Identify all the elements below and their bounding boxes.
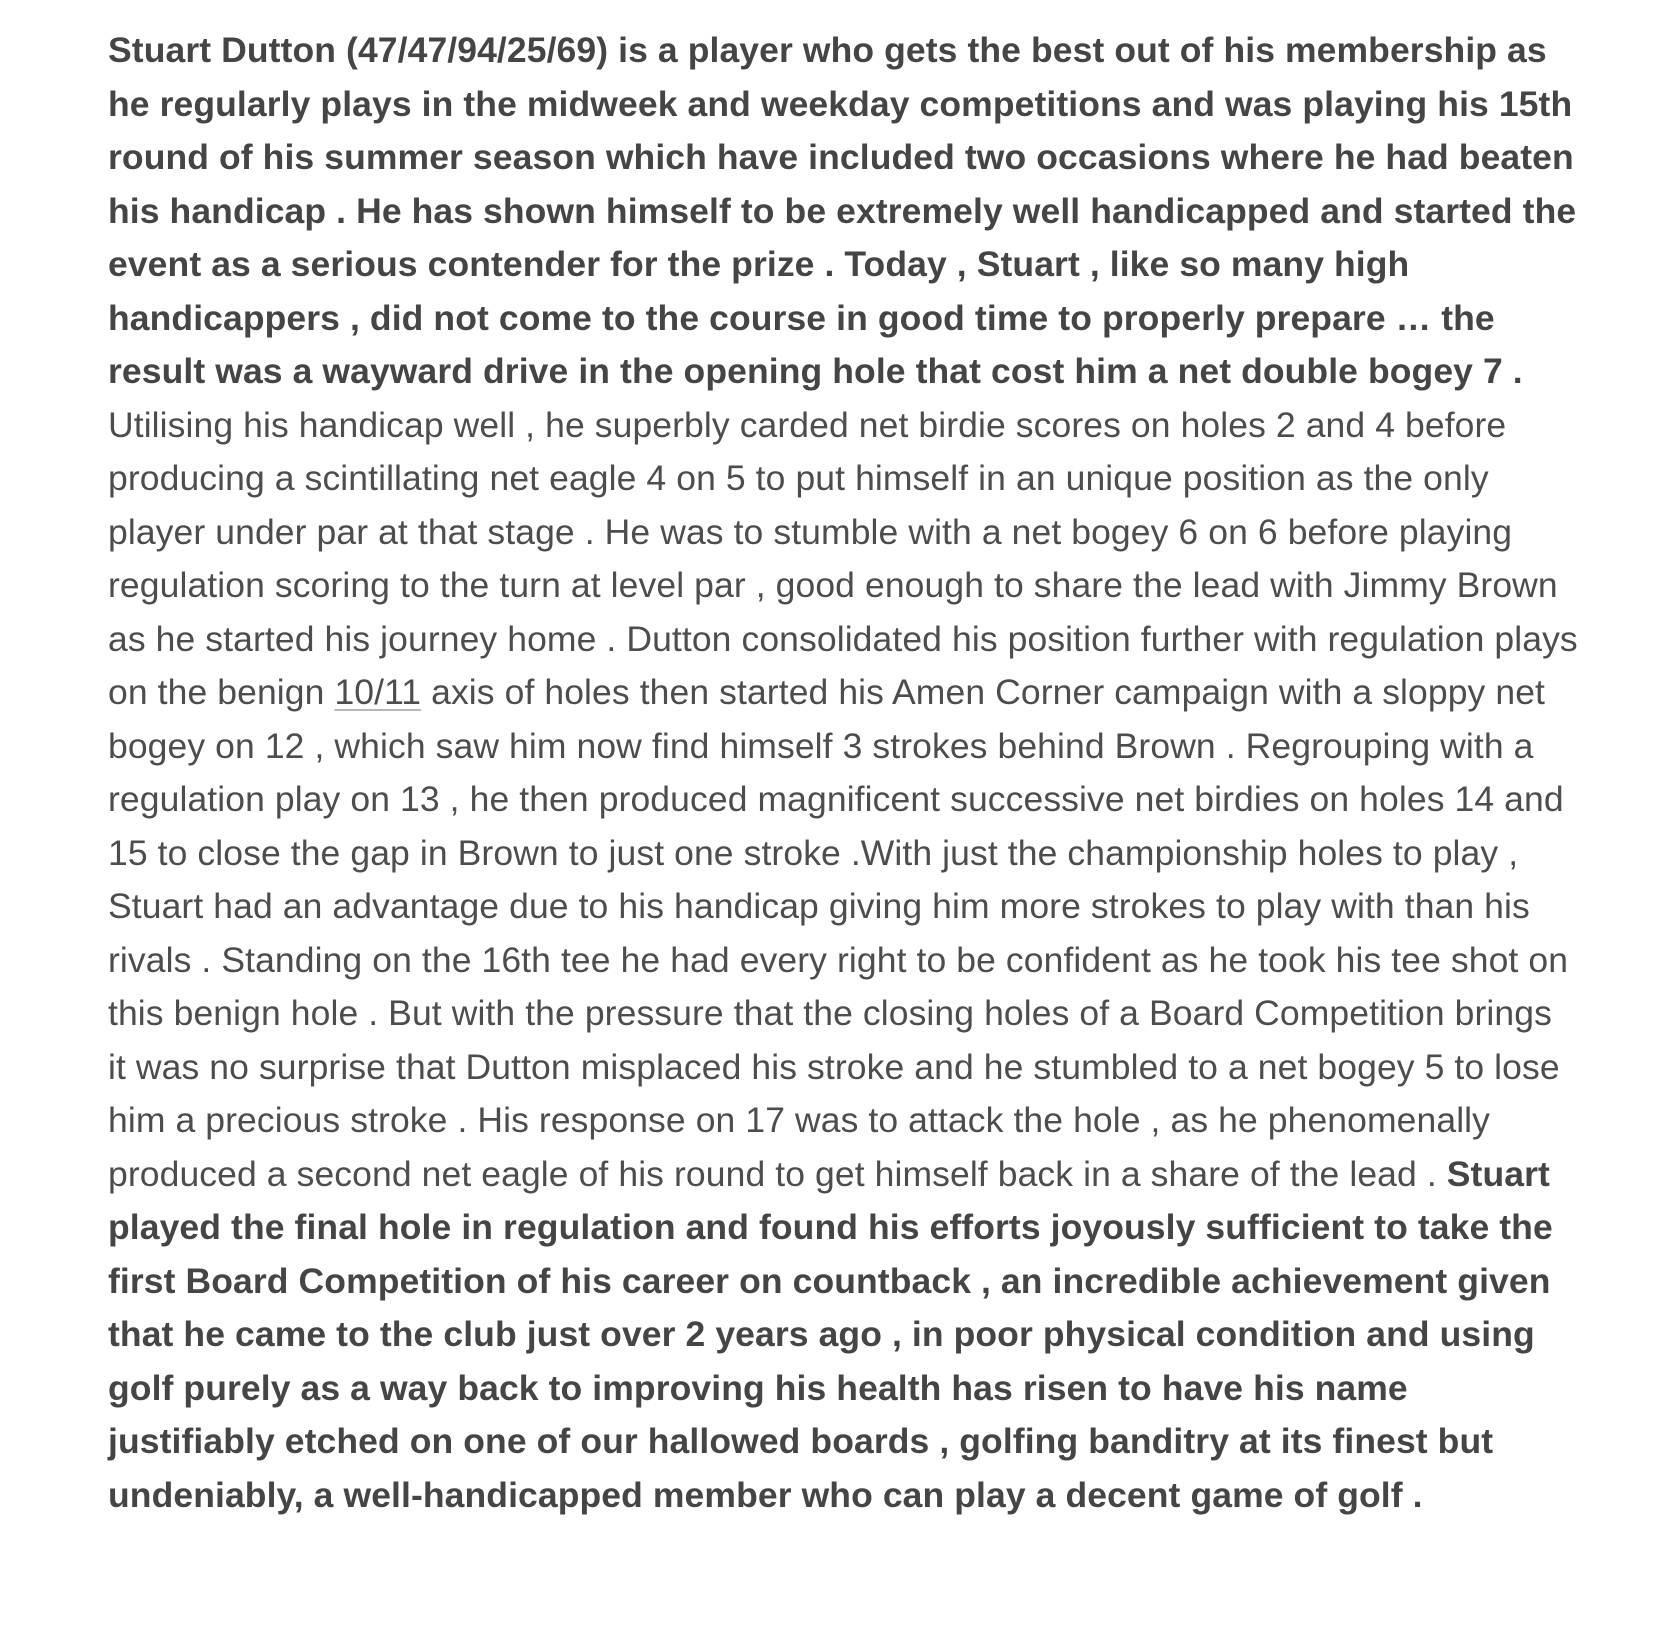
bold-intro-text: Stuart Dutton (47/47/94/25/69) is a player who gets the best out of his membership as he regularly plays in the midweek and weekday competitions and was playing his 15th round of his summer season which have included two occasions where he had beaten his handicap . He has shown himself to be extremely well handicapped and started the event as a serious contender for the prize . Today , Stuart , like so many high handicappers , did not come to the course in good time to properly prepare … the result was a wayward drive in the opening hole that cost him a net double bogey 7 . xyxy=(108,30,1577,391)
body-text-part-1: Utilising his handicap well , he superbly carded net birdie scores on holes 2 and 4 before producing a scintillating net eagle 4 on 5 to put himself in an unique position as the only player under par at that stage . He was to stumble with a net bogey 6 on 6 before playing regulation scoring to the turn at level par , good enough to share the lead with Jimmy Brown as he started his journey home . Dutton consolidated his position further with regulation plays on the benign xyxy=(108,404,1578,712)
body-text-part-2: axis of holes then started his Amen Corner campaign with a sloppy net bogey on 12 , which saw him now find himself 3 strokes behind Brown . Regrouping with a regulation play on 13 , he then produced magnificent successive net birdies on holes 14 and 15 to close the gap in Brown to just one stroke .With just the championship holes to play , Stuart had an advantage due to his handicap giving him more strokes to play with than his rivals . Standing on the 16th tee he had every right to be confident as he took his tee shot on this benign hole . But with the pressure that the closing holes of a Board Competition brings it was no surprise that Dutton misplaced his stroke and he stumbled to a net bogey 5 to lose him a precious stroke . His response on 17 was to attack the hole , as he phenomenally produced a second net eagle of his round to get himself back in a share of the lead . xyxy=(108,672,1569,1194)
note-body[interactable] xyxy=(108,24,1578,1522)
bold-outro-text: Stuart played the final hole in regulation and found his efforts joyously sufficient to take the first Board Competition of his career on countback , an incredible achievement given that he came to the club just over 2 years ago , in poor physical condition and using golf purely as a way back to improving his health has risen to have his name justifiably etched on one of our hallowed boards , golfing banditry at its finest but undeniably, a well-handicapped member who can play a decent game of golf . xyxy=(108,1153,1553,1515)
note-paragraph xyxy=(108,24,1578,1522)
detected-number-link[interactable]: 10/11 xyxy=(334,672,422,712)
